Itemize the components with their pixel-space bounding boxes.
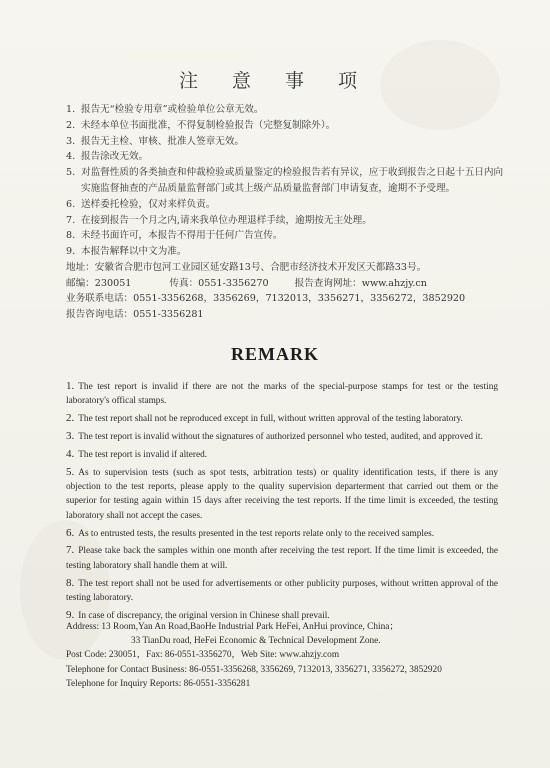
item-text: 对监督性质的各类抽查和仲裁检验或质量鉴定的检验报告若有异议，应于收到报告之日起十五日内向实施监督抽查的产品质量监督部门或其上级产品质量监督部门申请复查，逾期不予受理。 <box>81 167 504 194</box>
chinese-contact-block <box>66 260 506 322</box>
item-text: As to entrusted tests, the results presented in the test reports relate only to the received samples. <box>78 528 435 539</box>
english-remark-list <box>66 379 498 626</box>
english-title: REMARK <box>231 344 319 364</box>
item-number: 1. <box>66 380 75 392</box>
item-text: The test report is invalid without the signatures of authorized personnel who tested, audited, and approved it. <box>78 432 483 442</box>
item-text: The test report shall not be reproduced except in full, without written approval of the testing laboratory. <box>78 414 463 425</box>
item-text: In case of discrepancy, the original version in Chinese shall prevail. <box>78 610 330 621</box>
item-text: The test report is invalid if there are not the marks of the special-purpose stamps for test or the testing laboratory's offical stamps. <box>66 382 498 407</box>
english-address-line-1: Address: 13 Room,Yan An Road,BaoHe Industrial Park HeFei, AnHui province, China； <box>66 622 399 632</box>
item-number: 4. <box>66 151 76 163</box>
list-item <box>66 543 498 573</box>
item-number: 9. <box>66 246 76 258</box>
item-text: 未经本单位书面批准，不得复制检验报告（完整复制除外）。 <box>81 119 336 131</box>
item-number: 6. <box>66 526 75 539</box>
list-item <box>66 102 506 118</box>
english-contact-block <box>66 620 506 691</box>
item-text: Please take back the samples within one month after receiving the test report. If the time limit is exceeded, the testing laboratory shall handle them at will. <box>66 546 498 571</box>
chinese-website: 报告查询网址：www.ahzjy.cn <box>294 277 427 289</box>
item-text: The test report is invalid if altered. <box>78 449 208 460</box>
item-text: 报告无“检验专用章”或检验单位公章无效。 <box>81 104 264 115</box>
item-text: 未经书面许可，本报告不得用于任何广告宣传。 <box>81 230 283 242</box>
item-text: 本报告解释以中文为准。 <box>81 246 187 258</box>
item-text: 报告无主检、审核、批准人签章无效。 <box>81 135 245 147</box>
item-number: 4. <box>66 447 75 460</box>
list-item <box>66 165 506 197</box>
chinese-post-fax-web <box>66 276 506 292</box>
list-item <box>66 429 498 444</box>
list-item <box>66 134 506 150</box>
list-item <box>66 526 498 541</box>
list-item <box>66 379 498 409</box>
item-number: 3. <box>66 135 76 147</box>
english-post-fax-web: Post Code: 230051，Fax: 86-0551-3356270，Web Site: www.ahzjy.com <box>66 650 340 661</box>
list-item <box>66 411 498 426</box>
list-item <box>66 118 506 134</box>
list-item <box>66 149 506 165</box>
chinese-address: 地址：安徽省合肥市包河工业园区延安路13号、合肥市经济技术开发区天都路33号。 <box>66 262 427 273</box>
chinese-postcode: 邮编：230051 <box>66 277 132 289</box>
chinese-notice-list <box>66 102 506 260</box>
english-address-line-2: 33 TianDu road, HeFei Economic & Technical Development Zone. <box>131 636 381 647</box>
list-item <box>66 197 506 213</box>
item-text: 报告涂改无效。 <box>81 151 149 163</box>
list-item <box>66 465 498 524</box>
item-number: 5. <box>66 465 75 478</box>
item-text: 在接到报告一个月之内,请来我单位办理退样手续，逾期按无主处理。 <box>81 214 372 226</box>
item-number: 5. <box>66 167 76 179</box>
item-text: The test report shall not be used for advertisements or other publicity purposes, without written approval of the testing laboratory. <box>66 578 498 604</box>
item-number: 7. <box>66 544 75 557</box>
list-item <box>66 447 498 462</box>
item-text: 送样委托检验，仅对来样负责。 <box>81 198 216 210</box>
list-item <box>66 244 506 260</box>
chinese-inquiry-phone: 报告咨询电话：0551-3356281 <box>66 308 204 320</box>
english-business-phone: Telephone for Contact Business: 86-0551-3356268, 3356269, 7132013, 3356271, 3356272, 3852920 <box>66 664 442 675</box>
chinese-business-phone: 业务联系电话：0551-3356268，3356269，7132013，3356271，3356272，3852920 <box>66 293 466 304</box>
list-item <box>66 576 498 606</box>
item-number: 2. <box>66 412 75 425</box>
item-number: 3. <box>66 430 75 442</box>
item-text: As to supervision tests (such as spot tests, arbitration tests) or quality identification tests, if there is any objection to the test reports, please apply to the quality supervision departerment that carried out them or the superior for testing again within 15 days after receiving the test reports. If the time limit is exceeded, the testing laboratory shall not accept the cases. <box>66 467 498 521</box>
item-number: 8. <box>66 230 76 242</box>
item-number: 2. <box>66 119 76 131</box>
item-number: 8. <box>66 576 75 589</box>
item-number: 6. <box>66 198 76 210</box>
item-number: 9. <box>66 608 75 621</box>
item-number: 1. <box>66 104 76 115</box>
english-inquiry-phone: Telephone for Inquiry Reports: 86-0551-3356281 <box>66 678 251 689</box>
list-item <box>66 213 506 229</box>
list-item <box>66 228 506 244</box>
chinese-fax: 传真：0551-3356270 <box>169 277 269 289</box>
chinese-title: 注 意 事 项 <box>178 70 372 92</box>
item-number: 7. <box>66 214 76 226</box>
